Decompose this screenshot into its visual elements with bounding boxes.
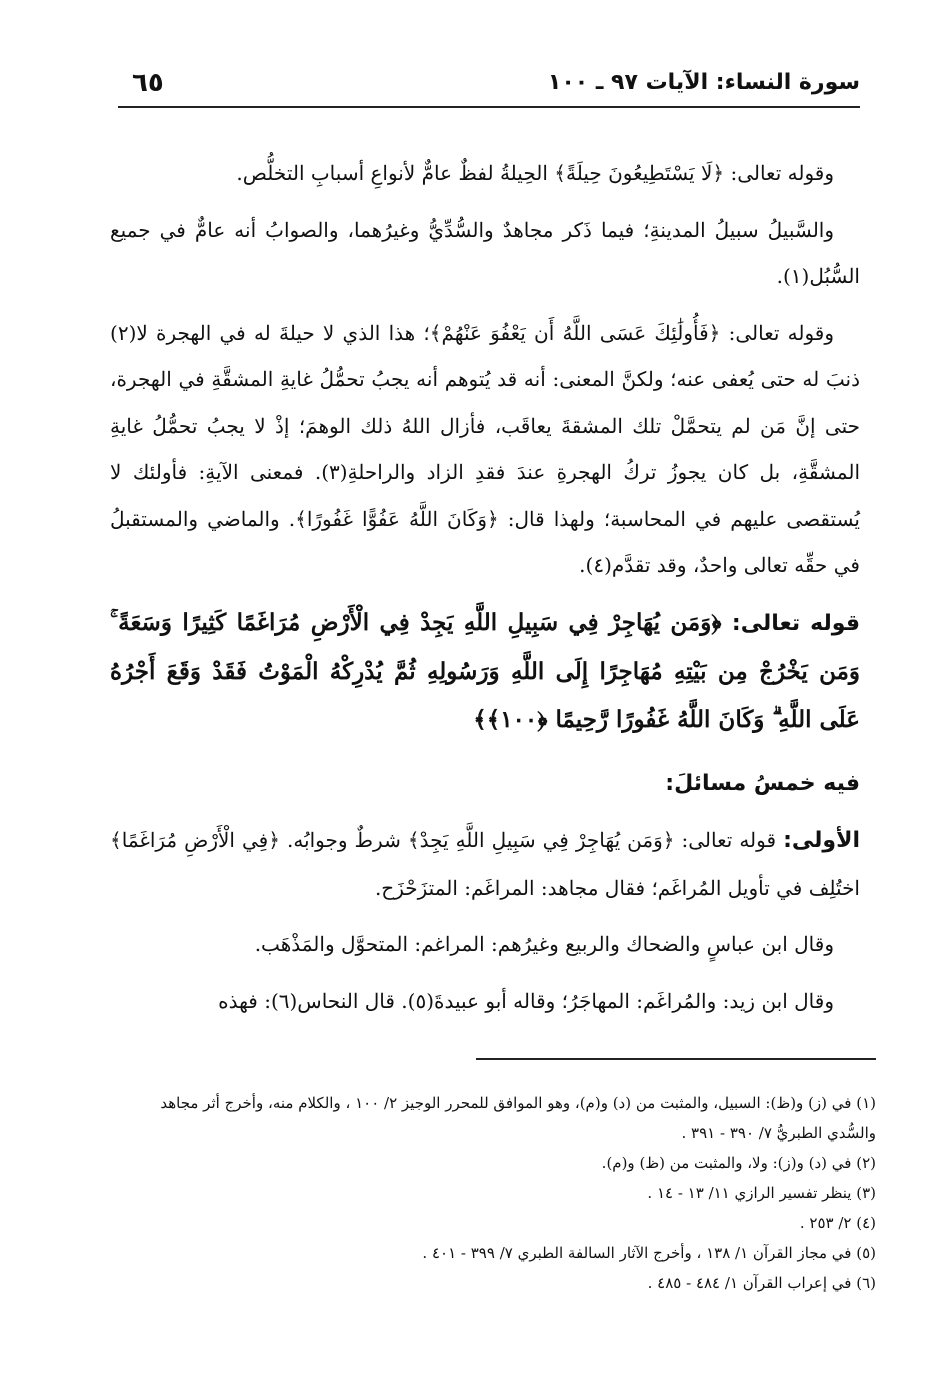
footnote: (١) في (ز) و(ظ): السبيل، والمثبت من (د) و(م)، وهو الموافق للمحرر الوجيز ٢/ ١٠٠ ، والكلام منه، وأخرج أثر مجاهد والسُّدي الطبريُّ ٧/ ٣٩٠ - ٣٩١ . [160, 1094, 876, 1142]
paragraph: وقال ابن زيد: والمُراغَم: المهاجَرُ؛ وقاله أبو عبيدةَ(٥). قال النحاس(٦): فهذه [218, 988, 834, 1013]
paragraph: وقوله تعالى: ﴿لَا يَسْتَطِيعُونَ حِيلَةً﴾ الحِيلةُ لفظٌ عامٌّ لأنواعِ أسبابِ التخلُّص. [236, 161, 834, 185]
verse-text: ﴿وَمَن يُهَاجِرْ فِي سَبِيلِ اللَّهِ يَجِدْ فِي الْأَرْضِ مُرَاغَمًا كَثِيرًا وَسَعَةً ۚ وَمَن يَخْرُجْ مِن بَيْتِهِ مُهَاجِرًا إِلَى اللَّهِ وَرَسُولِهِ ثُمَّ يُدْرِكْهُ الْمَوْتُ فَقَدْ وَقَعَ أَجْرُهُ عَلَى اللَّهِ ۗ وَكَانَ اللَّهُ غَفُورًا رَّحِيمًا ﴿١٠٠﴾﴾ [110, 608, 860, 733]
footnotes [110, 1088, 876, 1298]
issue-first-lead: الأولى: [783, 828, 860, 853]
main-text [110, 150, 860, 1034]
footnote-separator [476, 1058, 876, 1060]
issue-first-text: قوله تعالى: ﴿وَمَن يُهَاجِرْ فِي سَبِيلِ اللَّهِ يَجِدْ﴾ شرطٌ وجوابُه. ﴿فِي الْأَرْضِ مُرَاغَمًا﴾ اختُلِف في تأويل المُراغَم؛ فقال مجاهد: المراغَم: المتزَحْزَح. [110, 828, 860, 900]
verse-lead: قوله تعالى: [731, 610, 860, 636]
footnote: (٣) ينظر تفسير الرازي ١١/ ١٣ - ١٤ . [647, 1184, 876, 1202]
footnote: (٦) في إعراب القرآن ١/ ٤٨٤ - ٤٨٥ . [647, 1274, 876, 1292]
verse-block [110, 599, 860, 744]
page-number: ٦٥ [132, 68, 164, 98]
footnote: (٥) في مجاز القرآن ١/ ١٣٨ ، وأخرج الآثار السالفة الطبري ٧/ ٣٩٩ - ٤٠١ . [422, 1244, 876, 1262]
paragraph: وقوله تعالى: ﴿فَأُولَٰئِكَ عَسَى اللَّهُ أَن يَعْفُوَ عَنْهُمْ﴾؛ هذا الذي لا حيلةَ له في الهجرة لا(٢) ذنبَ له حتى يُعفى عنه؛ ولكنَّ المعنى: أنه قد يُتوهم أنه يجبُ تحمُّلُ غايةِ المشقَّةِ في الهجرة، حتى إنَّ مَن لم يتحمَّلْ تلك المشقةَ يعاقَب، فأزال اللهُ ذلك الوهمَ؛ إذْ لا يجبُ تحمُّلُ غايةِ المشقَّةِ، بل كان يجوزُ تركُ الهجرةِ عندَ فقدِ الزاد والراحلةِ(٣). فمعنى الآيةِ: فأولئك لا يُستقصى عليهم في المحاسبة؛ ولهذا قال: ﴿وَكَانَ اللَّهُ عَفُوًّا غَفُورًا﴾. والماضي والمستقبلُ في حقِّه تعالى واحدٌ، وقد تقدَّم(٤). [110, 320, 860, 577]
footnote: (٤) ٢/ ٢٥٣ . [799, 1214, 876, 1232]
running-title: سورة النساء: الآيات ٩٧ ـ ١٠٠ [547, 70, 860, 95]
paragraph: والسَّبيلُ سبيلُ المدينةِ؛ فيما ذَكر مجاهدٌ والسُّدِّيُّ وغيرُهما، والصوابُ أنه عامٌّ في جميع السُّبُل(١). [110, 217, 860, 288]
issue-first [110, 817, 860, 911]
section-heading-text: فيه خمسُ مسائلَ: [665, 770, 860, 796]
paragraph: وقال ابن عباسٍ والضحاك والربيع وغيرُهم: المراغم: المتحوَّل والمَذْهَب. [254, 932, 834, 956]
page-header [118, 66, 860, 108]
section-heading [110, 760, 860, 808]
footnote: (٢) في (د) و(ز): ولا، والمثبت من (ظ) و(م). [601, 1154, 876, 1172]
